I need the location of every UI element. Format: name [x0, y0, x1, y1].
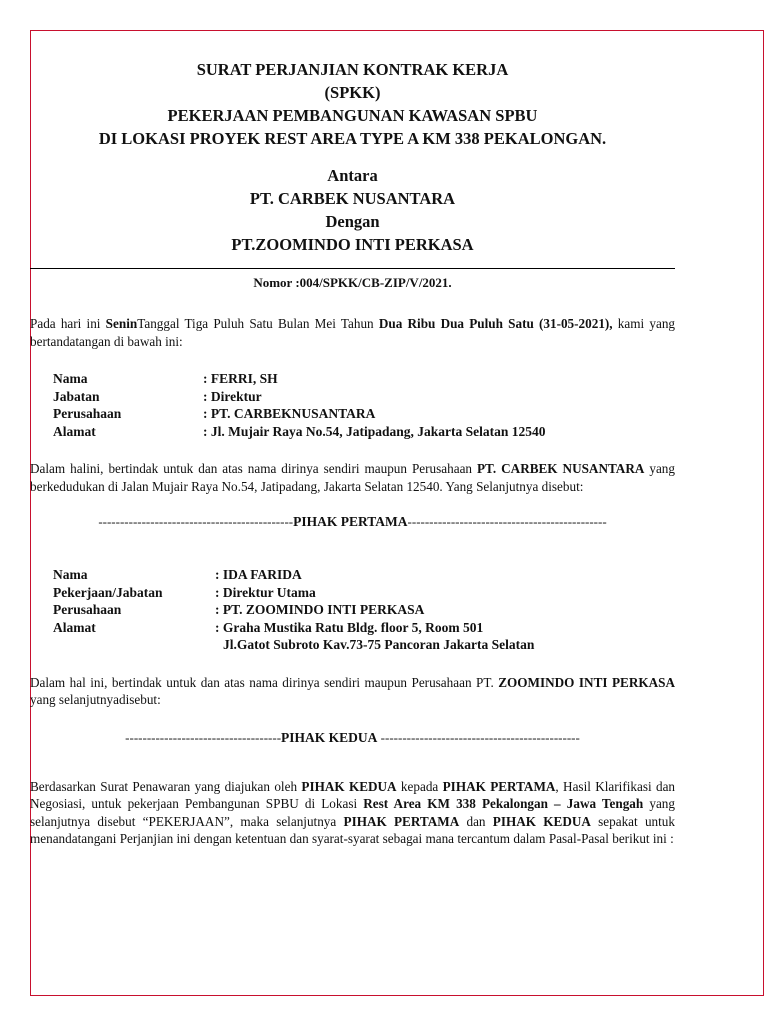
field-row — [53, 566, 675, 584]
closing-bold: PIHAK PERTAMA — [442, 778, 556, 794]
second-party-statement — [30, 674, 675, 709]
field-label: Jabatan — [53, 388, 100, 404]
field-label: Alamat — [53, 619, 96, 635]
field-label: Perusahaan — [53, 602, 122, 617]
field-row — [53, 601, 675, 619]
statement-company: ZOOMINDO INTI PERKASA — [498, 674, 675, 690]
statement-text-1: Dalam halini, bertindak untuk dan atas nama dirinya sendiri maupun Perusahaan — [30, 461, 477, 476]
divider-dashes-right: ---------------------------------------------- — [377, 729, 580, 745]
intro-year: Dua Ribu Dua Puluh Satu (31-05-2021), — [378, 316, 613, 331]
statement-text-2: yang berkedudukan di Jalan Mujair Raya No.54, Jatipadang, Jakarta Selatan 12540. Yang Selanjutnya disebut: — [30, 461, 675, 494]
title-line-2: (SPKK) — [324, 83, 381, 102]
closing-text: yang selanjutnya disebut “PEKERJAAN”, maka selanjutnya — [30, 796, 675, 829]
pihak-kedua-divider — [30, 730, 675, 746]
closing-bold: PIHAK KEDUA — [301, 778, 397, 794]
party-2-name: PT.ZOOMINDO INTI PERKASA — [231, 235, 474, 254]
closing-bold: PIHAK KEDUA — [492, 813, 591, 829]
field-label: Nama — [53, 567, 88, 582]
field-value: : FERRI, SH — [203, 371, 278, 386]
pihak-kedua-label: PIHAK KEDUA — [281, 729, 378, 745]
title-line-4: DI LOKASI PROYEK REST AREA TYPE A KM 338 PEKALONGAN. — [98, 129, 607, 148]
field-label: Alamat — [53, 423, 96, 439]
closing-paragraph — [30, 778, 675, 848]
intro-paragraph — [30, 315, 675, 350]
title-line-1: SURAT PERJANJIAN KONTRAK KERJA — [196, 60, 509, 79]
field-value: : PT. ZOOMINDO INTI PERKASA — [215, 602, 425, 617]
pihak-pertama-label: PIHAK PERTAMA — [293, 514, 408, 529]
closing-text: dan — [459, 813, 493, 829]
field-row — [53, 636, 675, 654]
intro-day: Senin — [105, 316, 138, 331]
closing-bold: Rest Area KM 338 Pekalongan – Jawa Tengah — [363, 796, 644, 811]
field-value: : Graha Mustika Ratu Bldg. floor 5, Room 501 — [215, 619, 484, 635]
field-value: : Jl. Mujair Raya No.54, Jatipadang, Jakarta Selatan 12540 — [203, 423, 546, 439]
dengan-label: Dengan — [325, 212, 380, 231]
antara-label: Antara — [327, 166, 378, 185]
document-number: Nomor :004/SPKK/CB-ZIP/V/2021. — [253, 275, 452, 290]
address-line-2: Jl.Gatot Subroto Kav.73-75 Pancoran Jakarta Selatan — [223, 637, 535, 652]
field-row — [53, 423, 675, 441]
statement-text-2: yang selanjutnyadisebut: — [30, 692, 161, 707]
field-value: : IDA FARIDA — [215, 567, 302, 582]
closing-text: , Hasil Klarifikasi dan Negosiasi, untuk pekerjaan Pembangunan SPBU di Lokasi — [30, 778, 676, 811]
divider-dashes-left: --------------------------------------------- — [98, 514, 294, 529]
parties-block — [30, 164, 675, 256]
closing-text: sepakat untuk menandatangani Perjanjian ini dengan ketentuan dan syarat-syarat sebagai mana tercantum dalam Pasal-Pasal berikut ini : — [30, 813, 675, 846]
field-label: Perusahaan — [53, 406, 122, 421]
first-party-statement — [30, 460, 675, 495]
statement-company: PT. CARBEK NUSANTARA — [477, 461, 645, 476]
intro-text-1: Pada hari ini — [30, 316, 106, 331]
title-line-3: PEKERJAAN PEMBANGUNAN KAWASAN SPBU — [167, 106, 538, 125]
first-party-fields — [53, 370, 675, 440]
divider-dashes-left: ------------------------------------ — [125, 729, 282, 745]
document-body — [30, 58, 675, 848]
divider-dashes-right: ---------------------------------------------- — [407, 514, 607, 529]
field-label: Pekerjaan/Jabatan — [53, 584, 163, 600]
field-row — [53, 388, 675, 406]
closing-text: Berdasarkan Surat Penawaran yang diajukan oleh — [30, 778, 302, 794]
closing-text: kepada — [396, 778, 443, 794]
field-row — [53, 405, 675, 423]
intro-text-3: kami yang bertandatangan di bawah ini: — [30, 316, 676, 349]
field-value: : Direktur — [203, 388, 262, 404]
statement-text-1: Dalam hal ini, bertindak untuk dan atas nama dirinya sendiri maupun Perusahaan PT. — [30, 674, 499, 690]
second-party-fields — [53, 566, 675, 654]
field-value: : PT. CARBEKNUSANTARA — [203, 406, 376, 421]
field-value: : Direktur Utama — [215, 584, 316, 600]
pihak-pertama-divider — [30, 514, 675, 530]
horizontal-rule — [30, 268, 675, 269]
closing-bold: PIHAK PERTAMA — [343, 813, 460, 829]
party-1-name: PT. CARBEK NUSANTARA — [249, 189, 456, 208]
field-row — [53, 370, 675, 388]
document-title — [30, 58, 675, 150]
intro-text-2: Tanggal Tiga Puluh Satu Bulan Mei Tahun — [137, 316, 379, 331]
field-row — [53, 619, 675, 637]
field-row — [53, 584, 675, 602]
field-label: Nama — [53, 371, 88, 386]
